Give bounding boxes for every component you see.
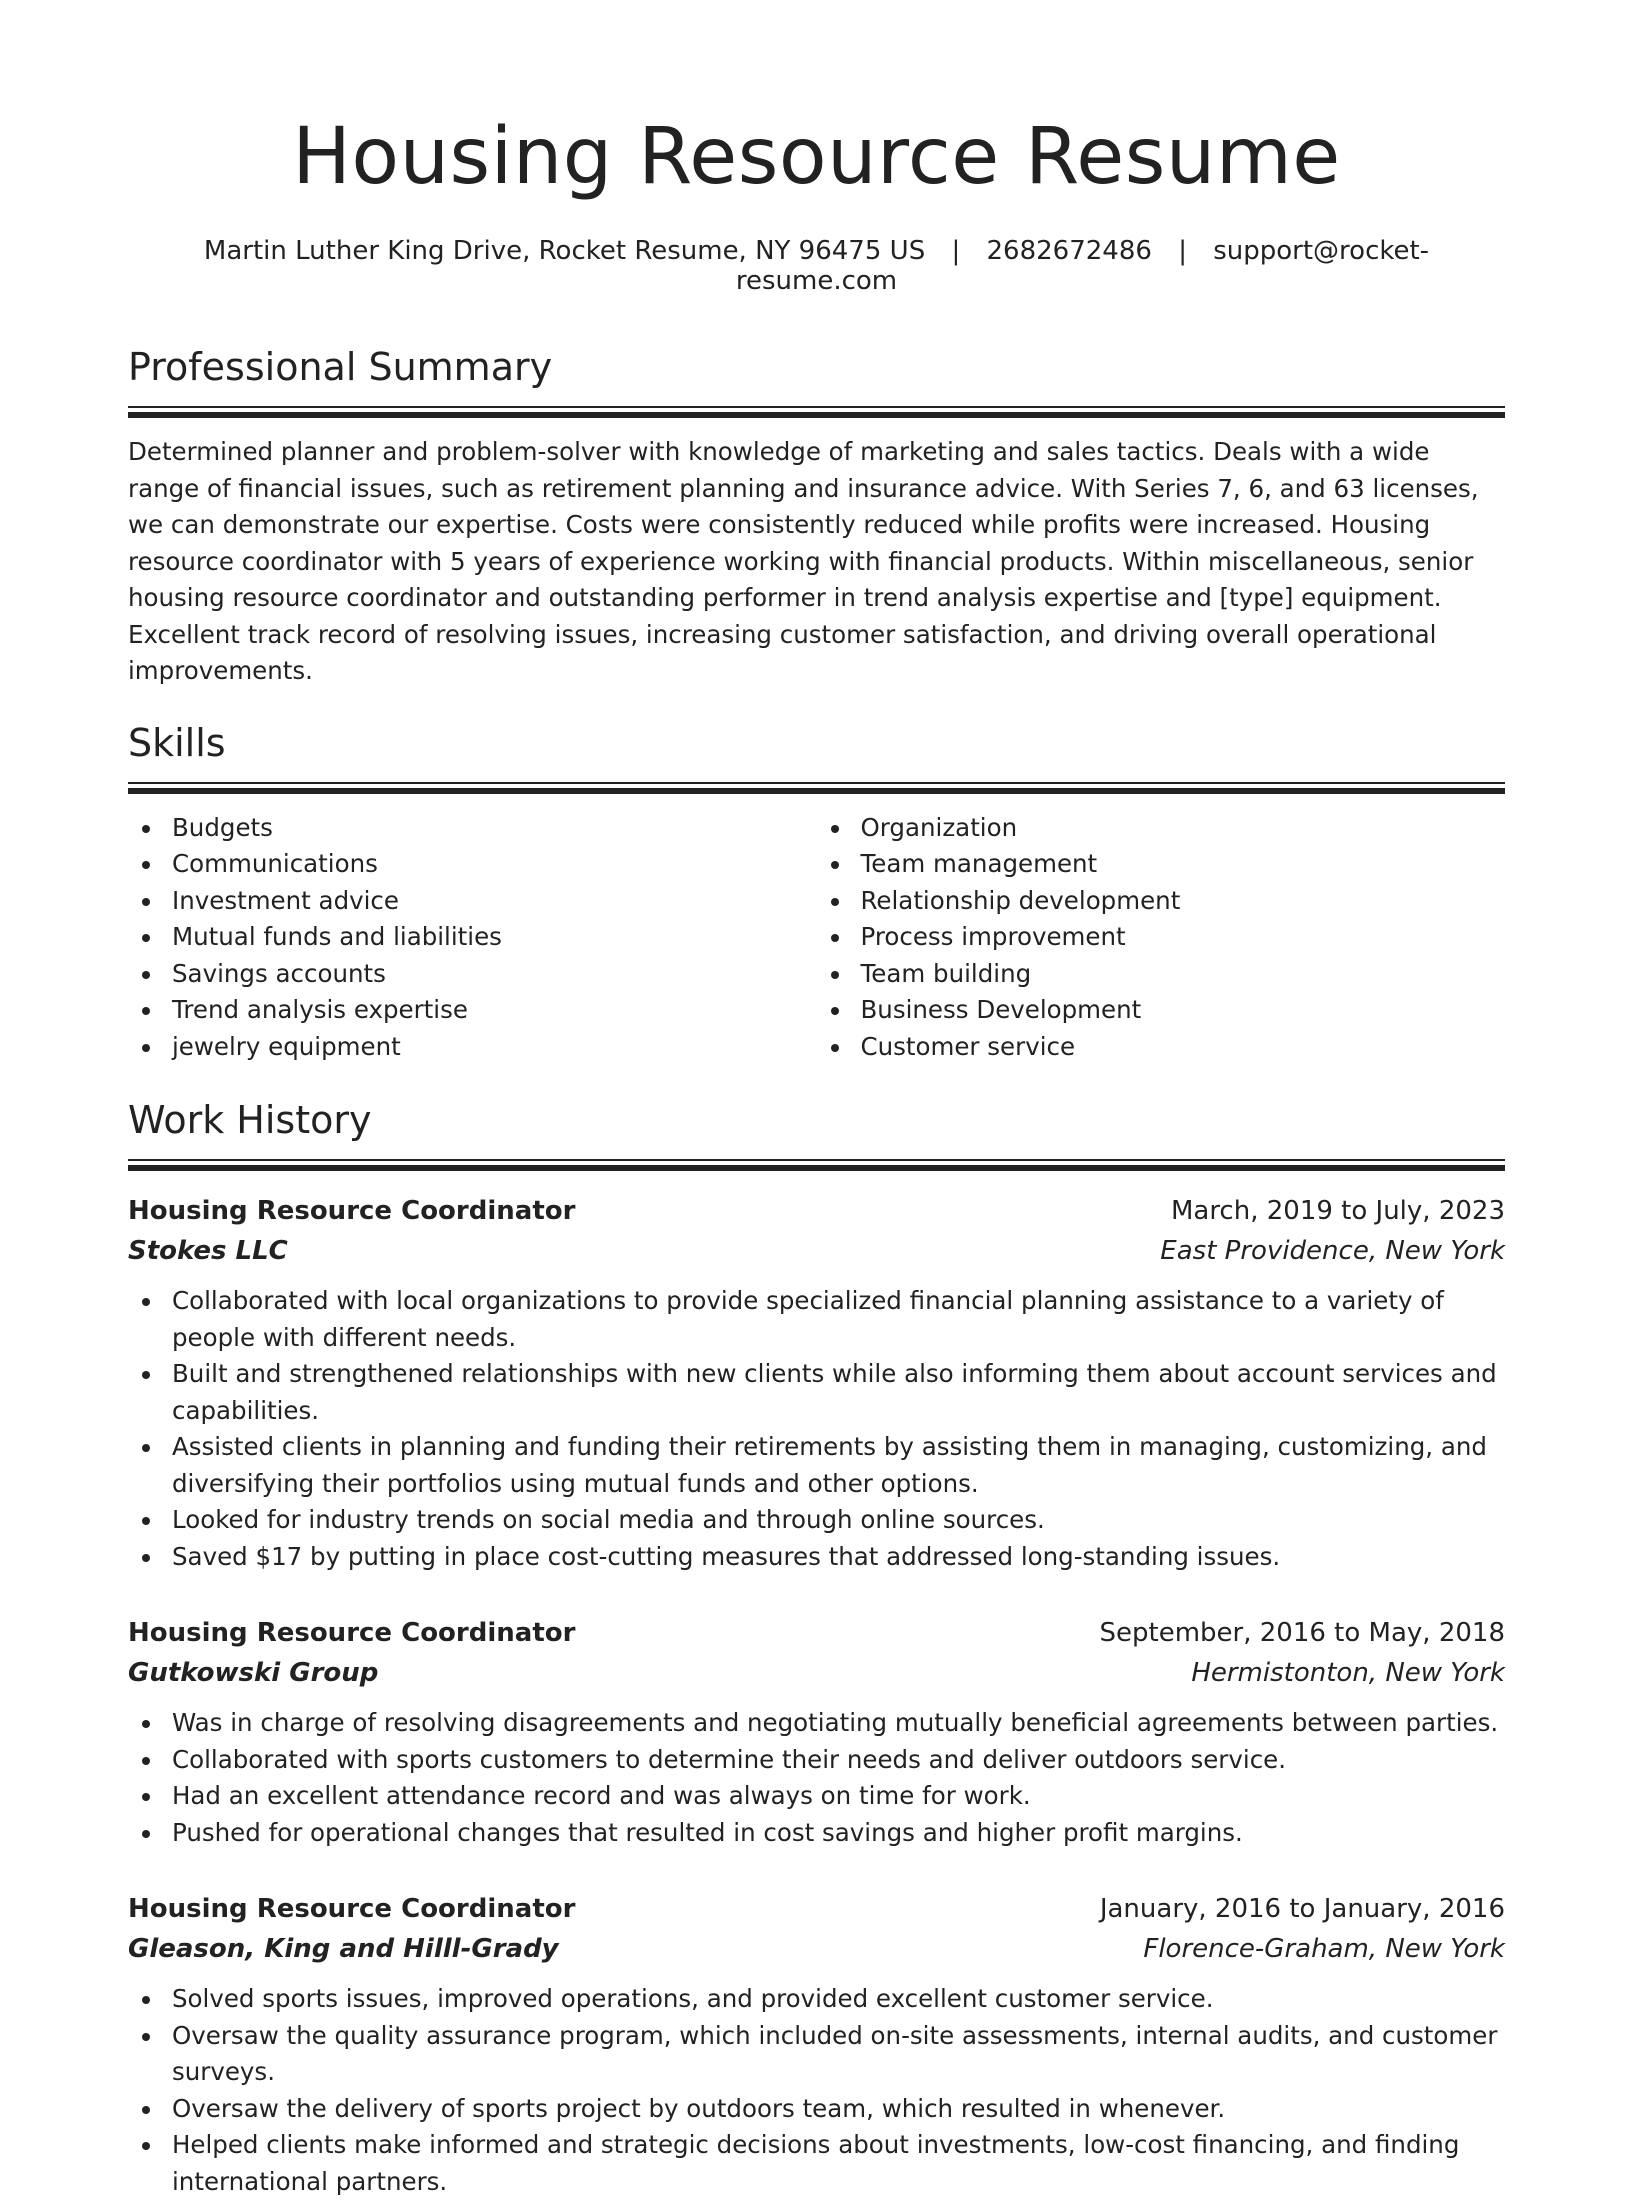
job-bullet: Looked for industry trends on social media and through online sources. xyxy=(128,1502,1505,1539)
skill-item: Trend analysis expertise xyxy=(128,992,817,1029)
job-bullet: Built and strengthened relationships with new clients while also informing them about account services and capabilities. xyxy=(128,1356,1505,1429)
job-location: East Providence, New York xyxy=(1160,1236,1505,1266)
skill-item: Customer service xyxy=(817,1029,1506,1066)
resume-title: Housing Resource Resume xyxy=(292,112,1341,202)
job-bullet: Assisted clients in planning and funding their retirements by assisting them in managing, customizing, and diversifying their portfolios using mutual funds and other options. xyxy=(128,1429,1505,1502)
job-title: Housing Resource Coordinator xyxy=(128,1618,576,1648)
job-title: Housing Resource Coordinator xyxy=(128,1894,576,1924)
job-bullet: Collaborated with sports customers to determine their needs and deliver outdoors service. xyxy=(128,1742,1505,1779)
job-location: Hermistonton, New York xyxy=(1191,1658,1505,1688)
contact-address: Martin Luther King Drive, Rocket Resume, NY 96475 US xyxy=(203,236,926,266)
contact-separator: | xyxy=(951,236,961,266)
job-location: Florence-Graham, New York xyxy=(1143,1934,1505,1964)
job-bullet: Oversaw the quality assurance program, which included on-site assessments, internal audits, and customer surveys. xyxy=(128,2018,1505,2091)
summary-section xyxy=(128,345,1505,690)
summary-text: Determined planner and problem-solver with knowledge of marketing and sales tactics. Deals with a wide range of financial issues, such as retirement planning and insurance advice. With Series 7, 6, and 63 licenses, we can demonstrate our expertise. Costs were consistently reduced while profits were increased. Housing resource coordinator with 5 years of experience working with financial products. Within miscellaneous, senior housing resource coordinator and outstanding performer in trend analysis expertise and [type] equipment. Excellent track record of resolving issues, increasing customer satisfaction, and driving overall operational improvements. xyxy=(128,437,1479,685)
job-dates: September, 2016 to May, 2018 xyxy=(1099,1618,1505,1648)
job-bullet: Was in charge of resolving disagreements and negotiating mutually beneficial agreements between parties. xyxy=(128,1705,1505,1742)
job-header-row xyxy=(128,1889,1505,1929)
job-subheader-row xyxy=(128,1231,1505,1271)
job-dates: January, 2016 to January, 2016 xyxy=(1099,1894,1505,1924)
contact-phone: 2682672486 xyxy=(986,236,1152,266)
job-company: Gutkowski Group xyxy=(128,1658,379,1688)
skills-right-column xyxy=(817,810,1506,1066)
contact-separator: | xyxy=(1178,236,1187,266)
job-bullet: Saved $17 by putting in place cost-cutting measures that addressed long-standing issues. xyxy=(128,1539,1505,1576)
section-divider xyxy=(128,406,1505,418)
section-divider xyxy=(128,1159,1505,1171)
section-divider xyxy=(128,782,1505,794)
job-entry xyxy=(128,1889,1505,2200)
skill-item: Mutual funds and liabilities xyxy=(128,919,817,956)
job-subheader-row xyxy=(128,1929,1505,1969)
job-header-row xyxy=(128,1191,1505,1231)
work-history-section xyxy=(128,1098,1505,2200)
summary-heading: Professional Summary xyxy=(128,345,553,389)
job-bullet: Oversaw the delivery of sports project by outdoors team, which resulted in whenever. xyxy=(128,2091,1505,2128)
skills-section xyxy=(128,720,1505,1066)
skill-item: Budgets xyxy=(128,810,817,847)
job-title: Housing Resource Coordinator xyxy=(128,1196,576,1226)
skills-columns xyxy=(128,810,1505,1066)
job-bullet: Pushed for operational changes that resulted in cost savings and higher profit margins. xyxy=(128,1815,1505,1852)
job-subheader-row xyxy=(128,1653,1505,1693)
job-entry xyxy=(128,1613,1505,1851)
skill-item: Savings accounts xyxy=(128,956,817,993)
skills-heading: Skills xyxy=(128,720,226,765)
job-company: Stokes LLC xyxy=(128,1236,288,1266)
contact-line xyxy=(128,236,1505,296)
job-bullets xyxy=(128,1705,1505,1851)
skill-item: Business Development xyxy=(817,992,1506,1029)
job-bullet: Had an excellent attendance record and was always on time for work. xyxy=(128,1778,1505,1815)
job-bullet: Solved sports issues, improved operations, and provided excellent customer service. xyxy=(128,1981,1505,2018)
skill-item: Team building xyxy=(817,956,1506,993)
job-bullets xyxy=(128,1283,1505,1575)
skill-item: jewelry equipment xyxy=(128,1029,817,1066)
job-dates: March, 2019 to July, 2023 xyxy=(1170,1196,1505,1226)
skill-item: Process improvement xyxy=(817,919,1506,956)
job-entry xyxy=(128,1191,1505,1575)
skill-item: Team management xyxy=(817,846,1506,883)
job-company: Gleason, King and Hilll-Grady xyxy=(128,1934,559,1964)
job-bullet: Collaborated with local organizations to provide specialized financial planning assistance to a variety of people with different needs. xyxy=(128,1283,1505,1356)
job-bullets xyxy=(128,1981,1505,2200)
skill-item: Organization xyxy=(817,810,1506,847)
contact-email: support@rocket-resume.com xyxy=(735,236,1430,296)
skill-item: Communications xyxy=(128,846,817,883)
skills-left-column xyxy=(128,810,817,1066)
job-bullet: Helped clients make informed and strategic decisions about investments, low-cost financing, and finding international partners. xyxy=(128,2127,1505,2200)
skill-item: Relationship development xyxy=(817,883,1506,920)
job-header-row xyxy=(128,1613,1505,1653)
work-history-heading: Work History xyxy=(128,1098,372,1142)
skill-item: Investment advice xyxy=(128,883,817,920)
